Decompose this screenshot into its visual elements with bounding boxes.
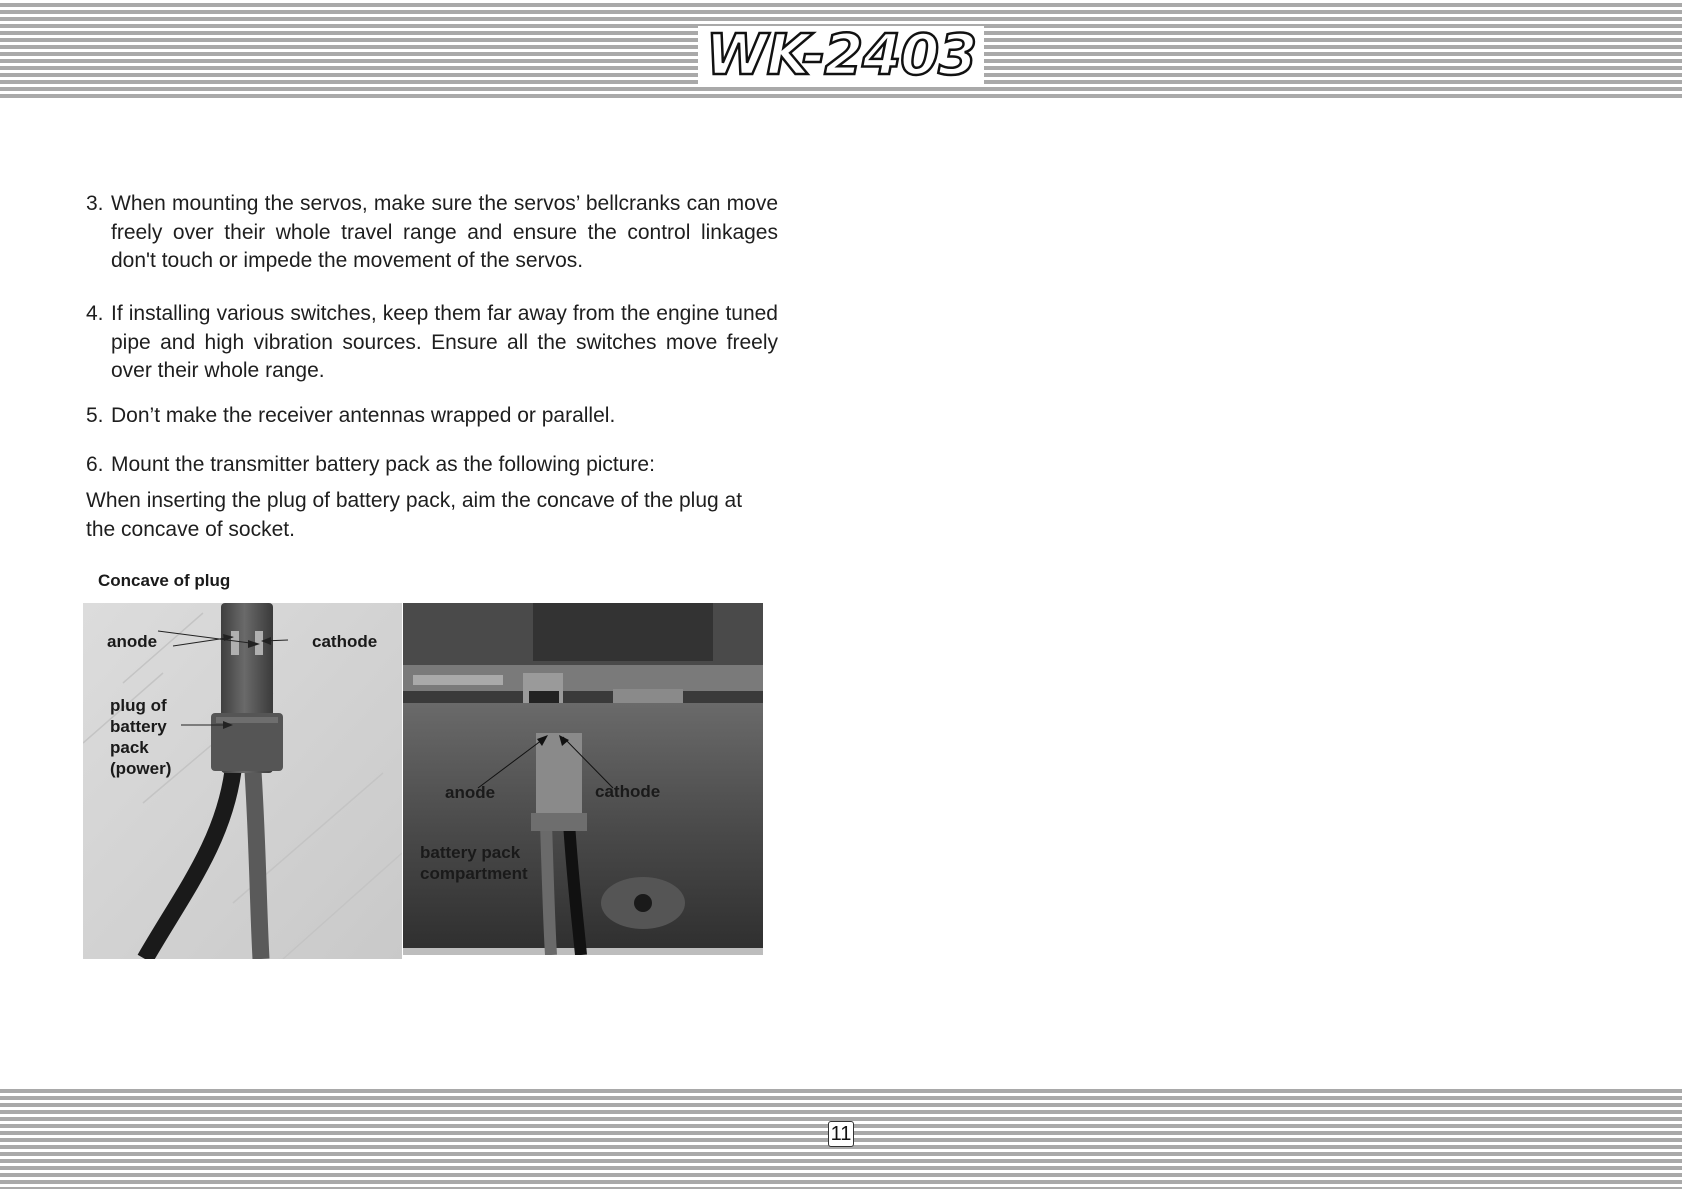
- battery-plug-photo: [83, 603, 402, 959]
- item-number: 6.: [86, 453, 104, 476]
- compartment-anode-label: anode: [445, 783, 496, 802]
- plug-anode-label: anode: [107, 632, 158, 651]
- battery-pack-compartment-label: battery pack compartment: [420, 843, 528, 883]
- compartment-cathode-label: cathode: [595, 782, 661, 801]
- page-number: 11: [828, 1121, 855, 1147]
- item-text: If installing various switches, keep them far away from the engine tuned pipe and high vibration sources. Ensure all the switches move freely over their whole range.: [111, 302, 778, 382]
- instruction-item-3: [86, 190, 778, 276]
- item-number: 4.: [86, 302, 104, 325]
- instruction-item-5: [86, 402, 778, 431]
- plug-of-battery-pack-label: plug of battery pack (power): [110, 696, 172, 778]
- item-text: Don’t make the receiver antennas wrapped or parallel.: [111, 404, 616, 427]
- item-number: 5.: [86, 404, 104, 427]
- instruction-item-6: [86, 451, 778, 480]
- item-text: Mount the transmitter battery pack as the following picture:: [111, 453, 655, 476]
- concave-of-plug-label: Concave of plug: [98, 571, 231, 590]
- battery-compartment-photo: [403, 603, 763, 955]
- footer: [0, 1121, 1682, 1147]
- item-text: When mounting the servos, make sure the servos’ bellcranks can move freely over their whole travel range and ensure the control linkages don't touch or impede the movement of the servos.: [111, 192, 778, 272]
- product-logo: WK-2403: [698, 26, 984, 86]
- item-number: 3.: [86, 192, 104, 215]
- instruction-item-4: [86, 300, 778, 386]
- plug-cathode-label: cathode: [312, 632, 378, 651]
- note-text: When inserting the plug of battery pack, aim the concave of the plug at the concave of socket.: [86, 489, 743, 541]
- plug-note: [86, 487, 776, 544]
- header: [0, 23, 1682, 88]
